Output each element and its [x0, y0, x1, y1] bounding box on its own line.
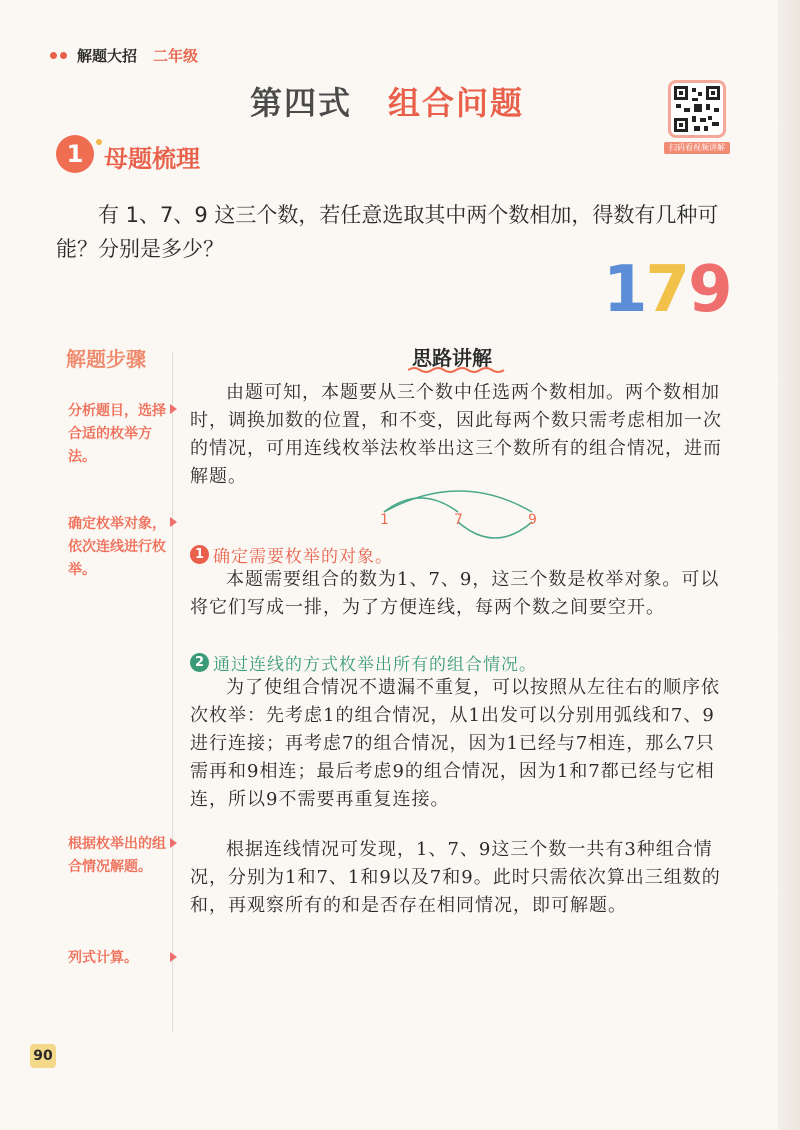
decor-digit-7: 7	[645, 253, 689, 327]
step-2-label: 确定枚举对象，依次连线进行枚举。	[68, 516, 166, 578]
grade-label: 二年级	[153, 47, 199, 65]
section-badge: 1	[56, 135, 94, 173]
diagram-number-7: 7	[454, 512, 463, 528]
qr-label: 扫码看视频讲解	[664, 142, 730, 154]
sub-step-1	[190, 542, 393, 567]
sub-step-2-label: 通过连线的方式枚举出所有的组合情况。	[213, 655, 537, 675]
qr-code-icon[interactable]	[668, 80, 726, 138]
sub-step-1-badge: 1	[190, 545, 209, 564]
page-title	[250, 78, 524, 124]
section-title: 母题梳理	[104, 145, 200, 173]
step-3-label: 根据枚举出的组合情况解题。	[68, 836, 166, 875]
sub-step-2-badge: 2	[190, 653, 209, 672]
arc-1-9	[384, 491, 532, 512]
thinking-title: 思路讲解	[412, 346, 492, 370]
step-3-arrow-icon	[170, 838, 177, 848]
book-name: 解题大招	[77, 47, 138, 65]
lesson-number: 第四式	[250, 84, 353, 122]
page-number: 90	[30, 1044, 56, 1068]
thinking-intro: 由题可知，本题要从三个数中任选两个数相加。两个数相加时，调换加数的位置，和不变，因此每两个数只需考虑相加一次的情况，可用连线枚举法枚举出这三个数所有的组合情况，进而解题。	[190, 382, 722, 487]
sub-step-1-label: 确定需要枚举的对象。	[213, 547, 393, 567]
step-3-text: 根据连线情况可发现，1、7、9这三个数一共有3种组合情况，分别为1和7、1和9以及7和9。此时只需依次算出三组数的和，再观察所有的和是否存在相同情况，即可解题。	[190, 839, 721, 916]
step-2-arrow-icon	[170, 517, 177, 527]
step-4-arrow-icon	[170, 952, 177, 962]
header-bar	[50, 45, 198, 66]
arc-1-7	[384, 498, 458, 512]
decor-digits	[603, 253, 731, 327]
title-wave-icon	[408, 366, 508, 374]
problem-text: 有 1、7、9 这三个数，若任意选取其中两个数相加，得数有几种可能？分别是多少？	[56, 203, 719, 261]
step-1-arrow-icon	[170, 404, 177, 414]
arc-7-9	[458, 522, 532, 538]
step-4-label: 列式计算。	[68, 950, 138, 966]
lesson-name: 组合问题	[388, 84, 525, 122]
page-edge	[778, 0, 800, 1130]
diagram-number-1: 1	[380, 512, 389, 528]
steps-divider	[172, 352, 173, 1032]
steps-title: 解题步骤	[66, 347, 146, 371]
sub-step-2	[190, 650, 537, 675]
decor-digit-9: 9	[688, 253, 731, 327]
sub-step-2-text: 为了使组合情况不遗漏不重复，可以按照从左往右的顺序依次枚举：先考虑1的组合情况，从1出发可以分别用弧线和7、9进行连接；再考虑7的组合情况，因为1已经与7相连，那么7只需再和9相连；最后考虑9的组合情况，因为1和7都已经与它相连，所以9不需要再重复连接。	[190, 677, 720, 810]
decor-digit-1: 1	[603, 253, 646, 327]
step-1-label: 分析题目，选择合适的枚举方法。	[68, 403, 166, 465]
connection-diagram	[370, 484, 550, 548]
diagram-number-9: 9	[528, 512, 537, 528]
header-dots-icon	[50, 52, 67, 59]
sub-step-1-text: 本题需要组合的数为1、7、9，这三个数是枚举对象。可以将它们写成一排，为了方便连线，每两个数之间要空开。	[190, 569, 720, 618]
